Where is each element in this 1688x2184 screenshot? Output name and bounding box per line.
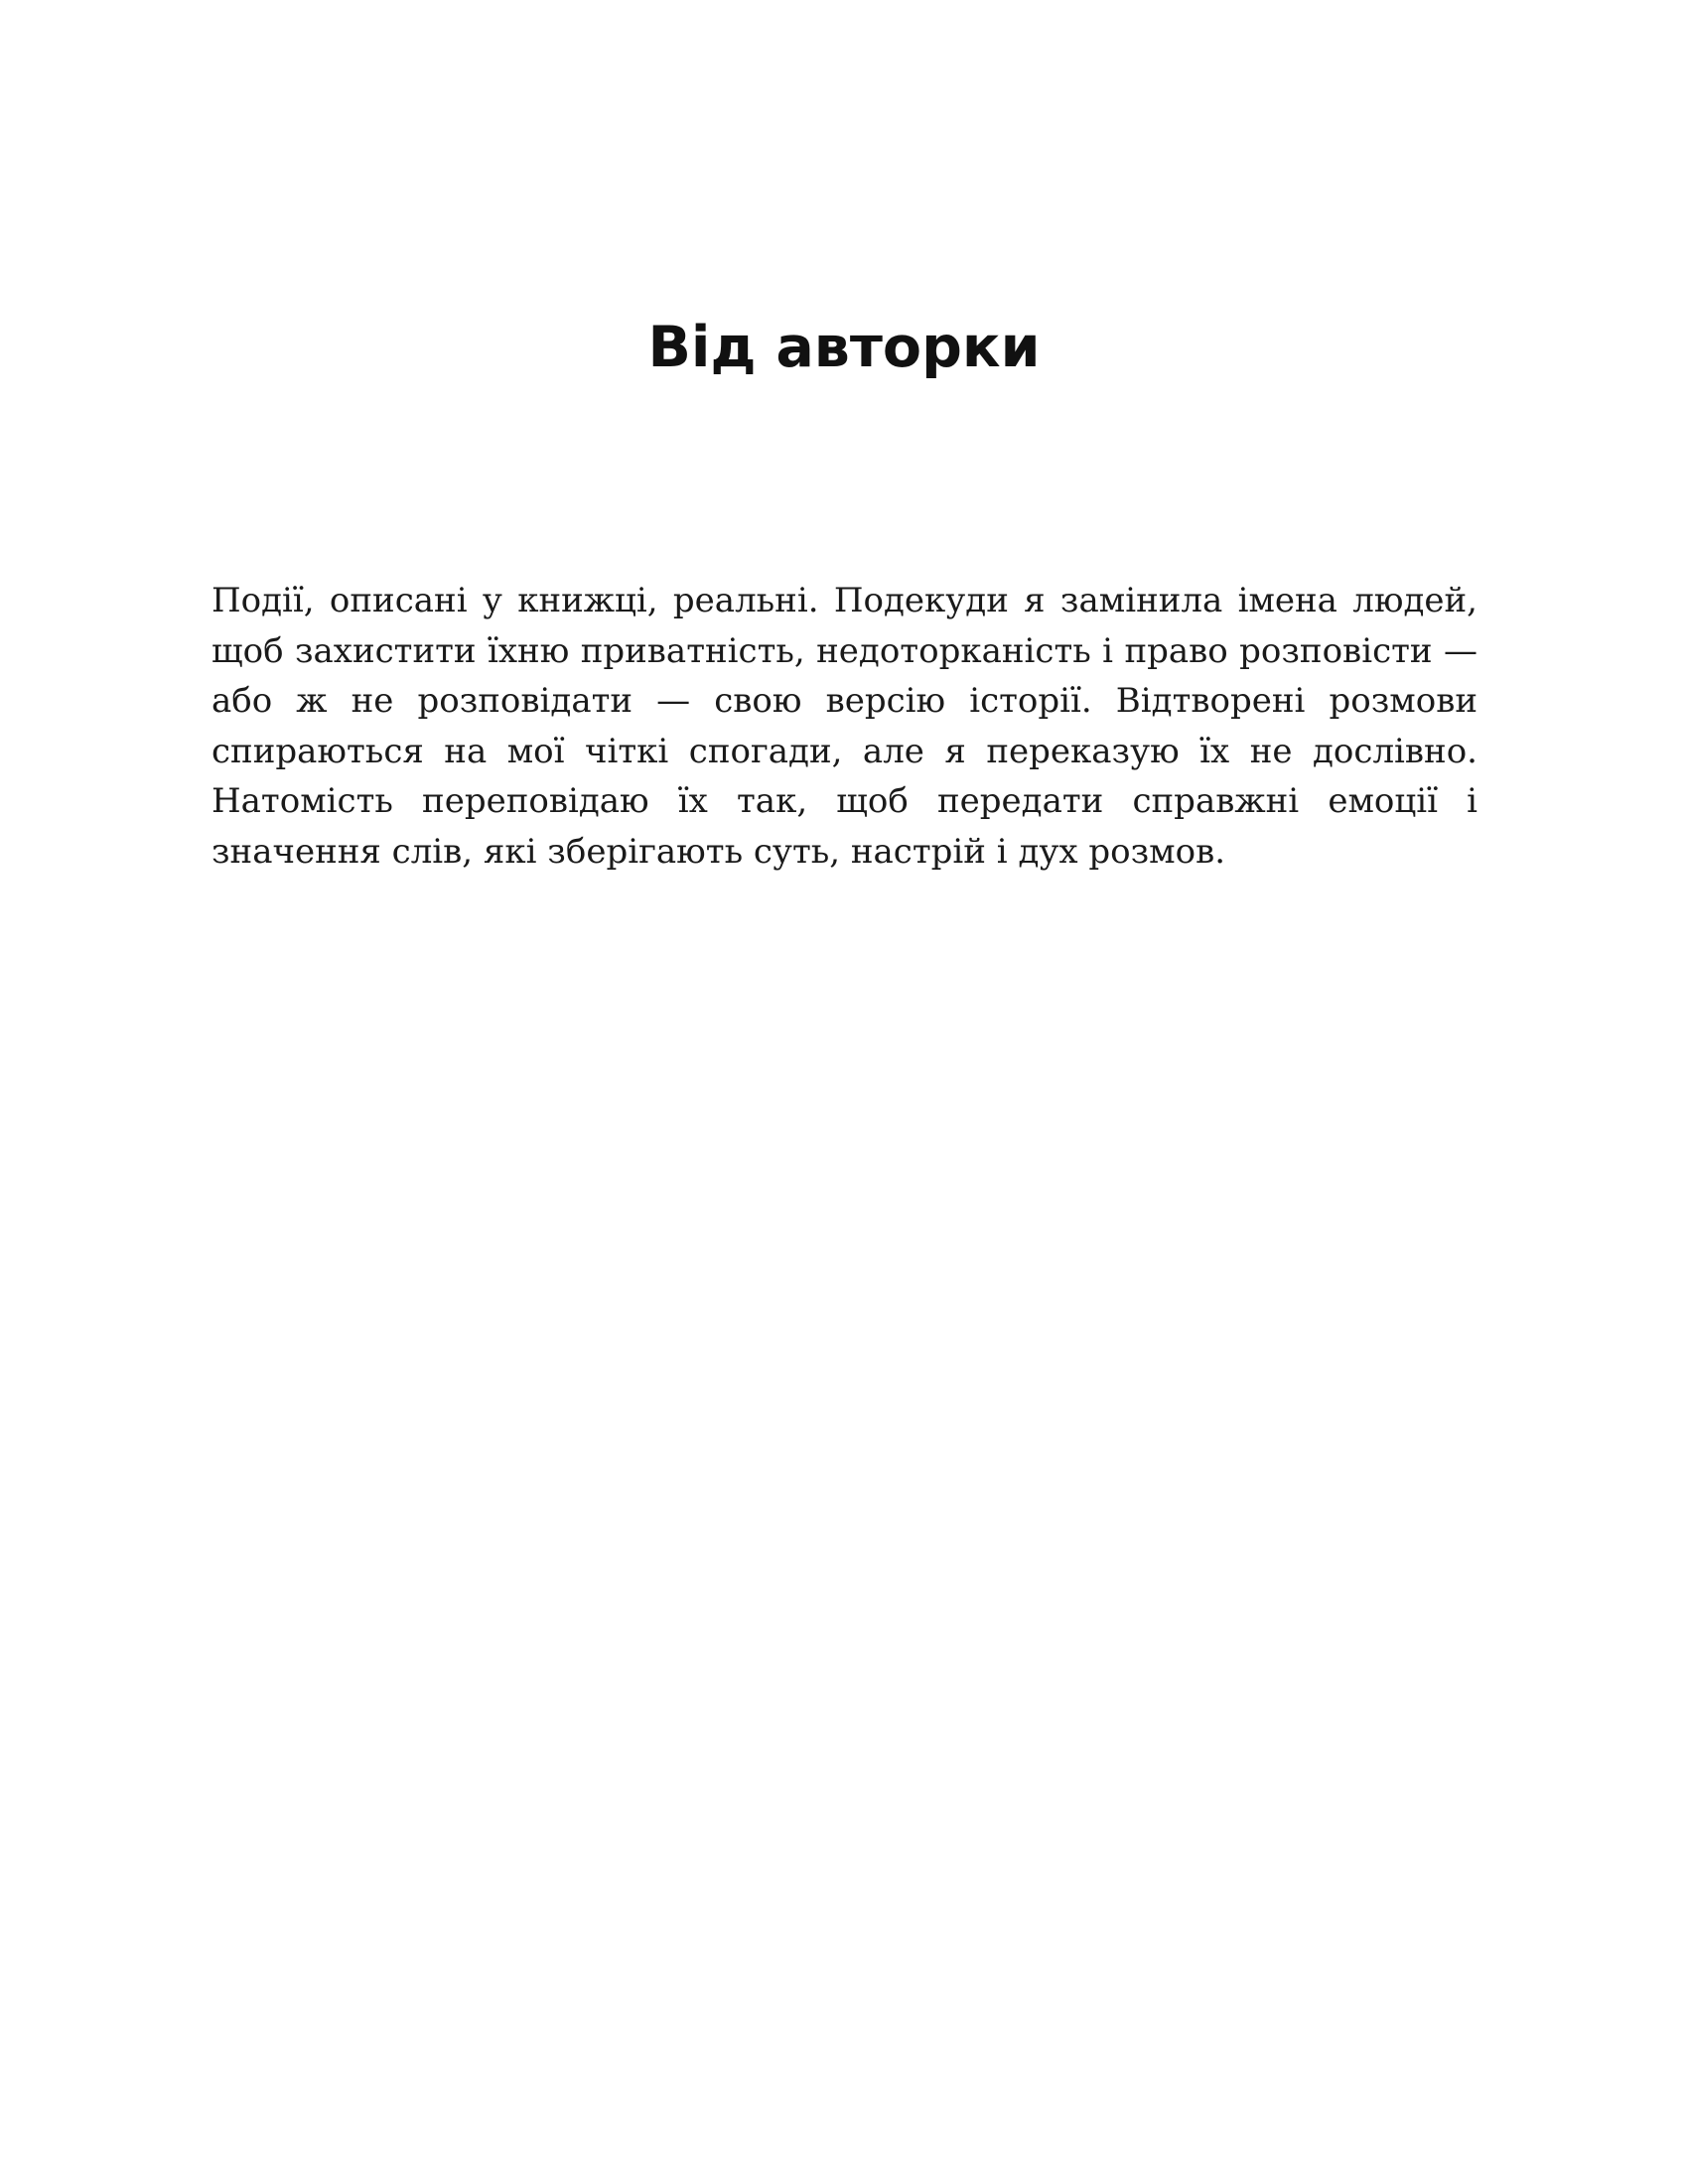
paragraph-line: Події, описані у книжці, реальні. Подекуди я замінила імена людей, <box>211 581 1477 620</box>
paragraph-line: значення слів, які зберігають суть, настрій і дух розмов. <box>211 831 1226 872</box>
page-title: Від авторки <box>647 315 1041 380</box>
paragraph-line: або ж не розповідати — свою версію історії. Відтворені розмови <box>211 681 1477 721</box>
paragraph-line: Натомість переповідаю їх так, щоб передати справжні емоції і <box>211 781 1477 821</box>
paragraph-line: щоб захистити їхню приватність, недоторканість і право розповісти — <box>211 630 1477 671</box>
paragraph-line: спираються на мої чіткі спогади, але я переказую їх не дослівно. <box>211 731 1477 771</box>
author-note-paragraph <box>211 576 1477 877</box>
